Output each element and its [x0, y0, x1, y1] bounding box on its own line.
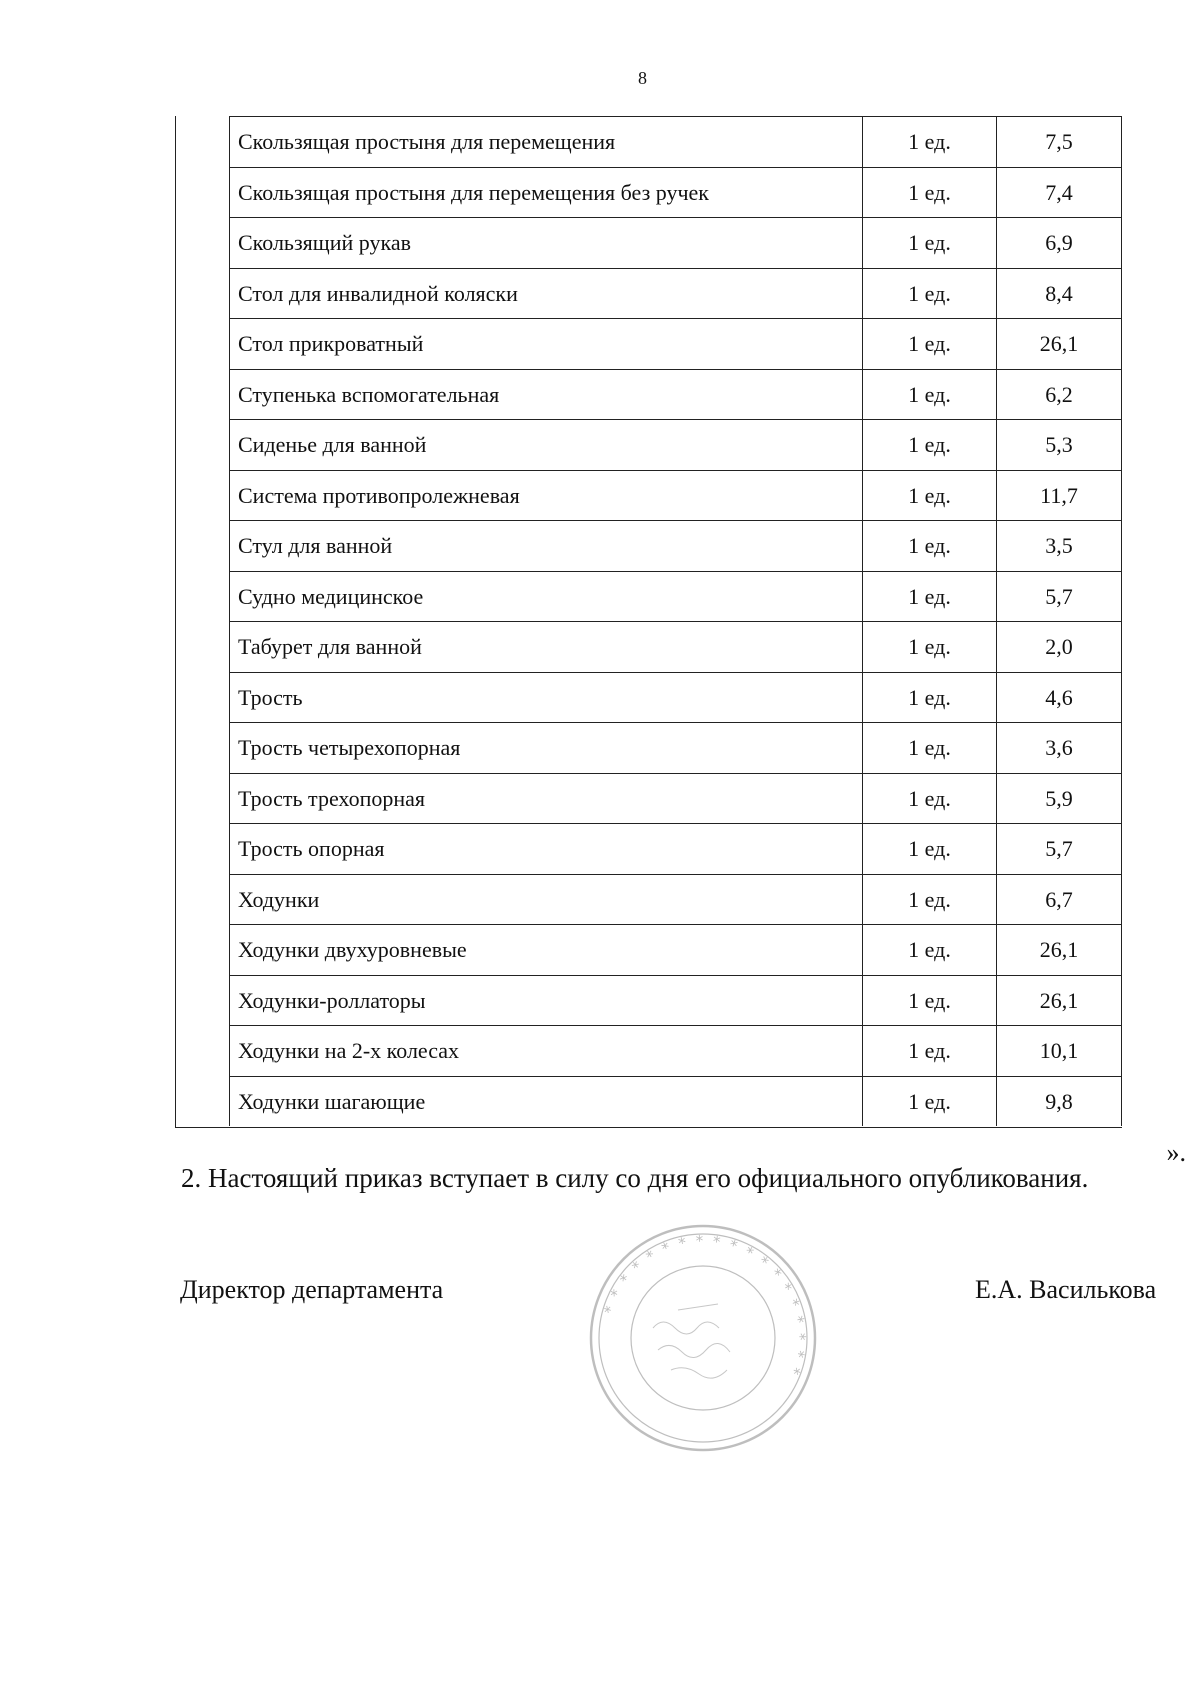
row-value: 2,0: [1045, 634, 1073, 659]
row-unit: 1 ед.: [863, 168, 997, 218]
official-seal-stamp: [583, 1218, 823, 1458]
row-value: 5,7: [1045, 583, 1073, 609]
row-item-name: Трость четырехопорная: [230, 723, 863, 773]
table-row: [230, 167, 1121, 218]
row-value: 7,4: [1045, 179, 1073, 205]
row-item-name: Ходунки шагающие: [230, 1077, 863, 1127]
table-row: [230, 773, 1121, 824]
row-unit: 1 ед.: [863, 521, 997, 571]
row-item-name: Ходунки-роллаторы: [230, 976, 863, 1026]
row-value: 4,6: [1045, 684, 1073, 710]
row-value: 3,5: [1045, 533, 1073, 558]
row-unit: 1 ед.: [863, 269, 997, 319]
row-value: 11,7: [1040, 482, 1078, 508]
table-row: [230, 419, 1121, 470]
row-item-name: Стол для инвалидной коляски: [230, 269, 863, 319]
row-unit: 1 ед.: [863, 319, 997, 369]
table-body: [229, 116, 1122, 1126]
table-row: [230, 924, 1121, 975]
row-unit: 1 ед.: [863, 1026, 997, 1076]
row-value: 7,5: [1045, 129, 1073, 154]
row-unit: 1 ед.: [863, 572, 997, 622]
row-value: 3,6: [1045, 735, 1073, 760]
row-item-name: Стол прикроватный: [230, 319, 863, 369]
row-unit: 1 ед.: [863, 673, 997, 723]
table-row: [230, 621, 1121, 672]
table-row: [230, 874, 1121, 925]
row-value: 26,1: [1039, 937, 1079, 962]
row-item-name: Стул для ванной: [230, 521, 863, 571]
row-item-name: Ходунки двухуровневые: [230, 925, 863, 975]
table-row: [230, 823, 1121, 874]
closing-quote: ».: [1166, 1138, 1186, 1167]
row-item-name: Трость опорная: [230, 824, 863, 874]
row-unit: 1 ед.: [863, 420, 997, 470]
row-value: 6,9: [1045, 230, 1073, 255]
table-row: [230, 672, 1121, 723]
row-unit: 1 ед.: [863, 1077, 997, 1127]
row-item-name: Скользящая простыня для перемещения: [230, 117, 863, 167]
row-value: 5,9: [1045, 785, 1073, 811]
row-value: 9,8: [1045, 1088, 1073, 1114]
table-row: [230, 470, 1121, 521]
table-row: [230, 369, 1121, 420]
table-row: [230, 1076, 1121, 1127]
row-unit: 1 ед.: [863, 117, 997, 167]
row-value: 8,4: [1045, 280, 1073, 306]
row-item-name: Трость: [230, 673, 863, 723]
page-number: 8: [638, 68, 647, 88]
signer-name: Е.А. Василькова: [975, 1275, 1157, 1304]
row-unit: 1 ед.: [863, 370, 997, 420]
row-unit: 1 ед.: [863, 875, 997, 925]
svg-text:* * * * * * * * * * * * * * *: * * * * * * * * * * * * * * * * * * *: [600, 1231, 810, 1379]
table-left-rule: [175, 116, 176, 1128]
table-row: [230, 520, 1121, 571]
row-unit: 1 ед.: [863, 774, 997, 824]
row-value: 26,1: [1039, 331, 1079, 356]
table-row: [230, 722, 1121, 773]
row-item-name: Система противопролежневая: [230, 471, 863, 521]
row-unit: 1 ед.: [863, 824, 997, 874]
table-row: [230, 975, 1121, 1026]
devices-table: [175, 116, 1122, 1128]
table-row: [230, 1025, 1121, 1076]
row-item-name: Скользящий рукав: [230, 218, 863, 268]
row-item-name: Ступенька вспомогательная: [230, 370, 863, 420]
table-row: [230, 571, 1121, 622]
row-unit: 1 ед.: [863, 218, 997, 268]
signer-title: Директор департамента: [180, 1275, 444, 1304]
row-unit: 1 ед.: [863, 723, 997, 773]
row-unit: 1 ед.: [863, 471, 997, 521]
table-row: [230, 318, 1121, 369]
row-value: 5,7: [1045, 836, 1073, 861]
row-value: 6,2: [1045, 381, 1073, 407]
row-item-name: Трость трехопорная: [230, 774, 863, 824]
row-value: 5,3: [1045, 432, 1073, 457]
row-unit: 1 ед.: [863, 925, 997, 975]
row-item-name: Табурет для ванной: [230, 622, 863, 672]
table-row: [230, 116, 1121, 167]
row-unit: 1 ед.: [863, 622, 997, 672]
table-row: [230, 217, 1121, 268]
row-unit: 1 ед.: [863, 976, 997, 1026]
row-item-name: Ходунки на 2-х колесах: [230, 1026, 863, 1076]
row-value: 26,1: [1039, 987, 1079, 1013]
clause-2: 2. Настоящий приказ вступает в силу со дня его официального опубликования.: [181, 1163, 1089, 1193]
row-item-name: Скользящая простыня для перемещения без ручек: [230, 168, 863, 218]
row-item-name: Сиденье для ванной: [230, 420, 863, 470]
row-value: 6,7: [1045, 886, 1073, 912]
table-row: [230, 268, 1121, 319]
row-value: 10,1: [1039, 1038, 1079, 1063]
row-item-name: Судно медицинское: [230, 572, 863, 622]
row-item-name: Ходунки: [230, 875, 863, 925]
